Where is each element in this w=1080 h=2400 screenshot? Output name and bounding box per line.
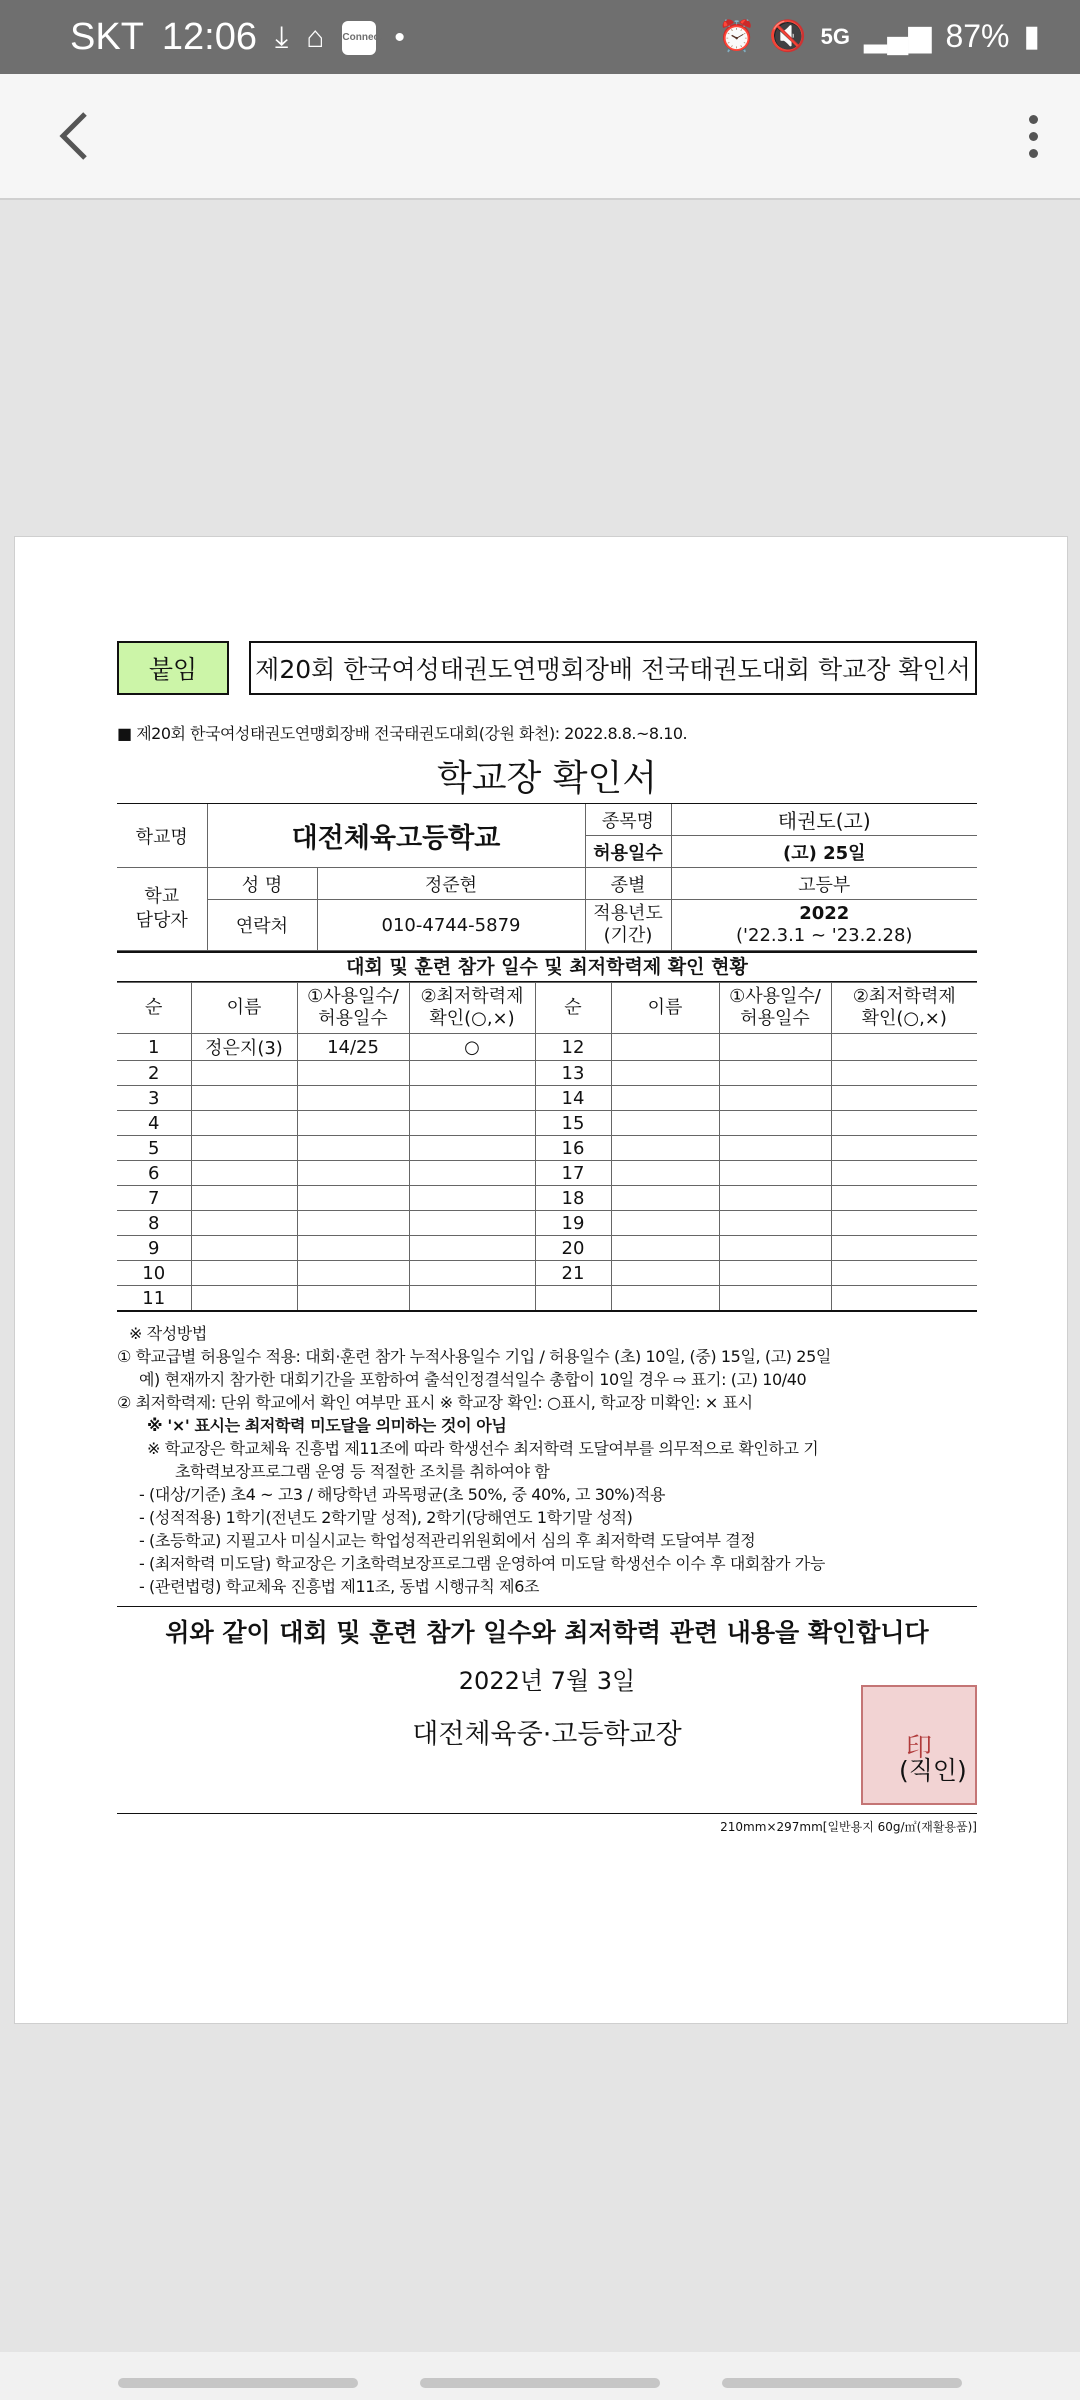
table-row: 1 정은지(3) 14/25 ○ 12 [117, 1034, 977, 1061]
note-line: - (최저학력 미도달) 학교장은 기초학력보장프로그램 운영하여 미도달 학생선수 이수 후 대회참가 가능 [139, 1554, 825, 1573]
document-title: 학교장 확인서 [436, 758, 658, 799]
roster-header-row [117, 983, 977, 1034]
allowed-days-value: (고) 25일 [671, 836, 977, 868]
notification-dot-icon: • [394, 20, 405, 54]
col-check: ②최저학력제 확인(○,×) [409, 983, 535, 1034]
table-row: 11 [117, 1286, 977, 1312]
col-no: 순 [117, 983, 191, 1034]
nav-handle-center[interactable] [420, 2378, 660, 2388]
col-check-2: ②최저학력제 확인(○,×) [831, 983, 977, 1034]
note-line: ※ 학교장은 학교체육 진흥법 제11조에 따라 학생선수 최저학력 도달여부를 의무적으로 확인하고 기 [147, 1439, 819, 1458]
gesture-nav-bar [0, 2352, 1080, 2400]
battery-icon: ▮ [1023, 19, 1040, 53]
table-row: 3 14 [117, 1086, 977, 1111]
table-row: 8 19 [117, 1211, 977, 1236]
year-cell [671, 900, 977, 951]
name-label: 성 명 [207, 868, 317, 900]
roster-title: 대회 및 훈련 참가 일수 및 최저학력제 확인 현황 [117, 951, 977, 982]
manager-label: 학교 담당자 [117, 868, 207, 951]
period-value: ('22.3.1 ~ '23.2.28) [736, 925, 913, 946]
seal-label: (직인) [899, 1756, 967, 1785]
document-content [117, 641, 977, 1834]
battery-label: 87% [945, 18, 1010, 54]
clock: 12:06 [161, 16, 257, 58]
app-bar [0, 74, 1080, 200]
kia-connect-icon: Connect [342, 21, 376, 55]
official-seal [861, 1685, 977, 1805]
year-label: 적용년도 (기간) [585, 900, 671, 951]
seal-stamp-icon: 印 [905, 1732, 932, 1763]
signal-icon: ▂▄▆ [864, 19, 932, 53]
more-options-button[interactable] [1008, 102, 1058, 170]
note-line: ※ 작성방법 [129, 1324, 207, 1343]
event-label: 종목명 [585, 804, 671, 836]
contact-value: 010-4744-5879 [317, 900, 585, 951]
note-line: ※ '×' 표시는 최저학력 미도달을 의미하는 것이 아님 [147, 1416, 507, 1435]
note-line: - (관련법령) 학교체육 진흥법 제11조, 동법 시행규칙 제6조 [139, 1577, 540, 1596]
alarm-icon: ⏰ [717, 19, 756, 53]
year-value: 2022 [799, 903, 850, 924]
table-row: 5 16 [117, 1136, 977, 1161]
table-row: 4 15 [117, 1111, 977, 1136]
col-no-2: 순 [535, 983, 611, 1034]
col-name: 이름 [191, 983, 297, 1034]
confirmation-statement: 위와 같이 대회 및 훈련 참가 일수와 최저학력 관련 내용을 확인합니다 [117, 1606, 977, 1649]
mute-icon: 🔇 [769, 19, 807, 53]
note-line: ① 학교급별 허용일수 적용: 대회·훈련 참가 누적사용일수 기입 / 허용일수 (초) 10일, (중) 15일, (고) 25일 [117, 1347, 831, 1366]
chevron-left-icon [57, 110, 91, 162]
school-info-table [117, 803, 977, 951]
name-value: 정준현 [317, 868, 585, 900]
nav-handle-right[interactable] [722, 2378, 962, 2388]
contact-label: 연락처 [207, 900, 317, 951]
attachment-tag: 붙임 [117, 641, 229, 695]
principal-signature: 대전체육중·고등학교장 [412, 1719, 682, 1750]
event-subtitle: ■ 제20회 한국여성태권도연맹회장배 전국태권도대회(강원 화천): 2022.8.8.~8.10. [117, 724, 688, 743]
col-days-2: ①사용일수/ 허용일수 [719, 983, 831, 1034]
back-button[interactable] [44, 102, 104, 170]
note-line: - (대상/기준) 초4 ~ 고3 / 해당학년 과목평균(초 50%, 중 40%, 고 30%)적용 [139, 1485, 666, 1504]
table-row: 9 20 [117, 1236, 977, 1261]
school-label: 학교명 [117, 804, 207, 868]
download-icon: ⤓ [275, 20, 289, 54]
event-value: 태권도(고) [671, 804, 977, 836]
note-line: ② 최저학력제: 단위 학교에서 확인 여부만 표시 ※ 학교장 확인: ○표시, 학교장 미확인: × 표시 [117, 1393, 753, 1412]
status-bar [0, 0, 1080, 74]
document-date: 2022년 7월 3일 [458, 1667, 636, 1695]
document-header [117, 641, 977, 695]
category-value: 고등부 [671, 868, 977, 900]
col-name-2: 이름 [611, 983, 719, 1034]
category-label: 종별 [585, 868, 671, 900]
carrier-label: SKT [70, 16, 144, 58]
home-icon: ⌂ [306, 20, 325, 54]
note-line: 예) 현재까지 참가한 대회기간을 포함하여 출석인정결석일수 총합이 10일 경우 ⇨ 표기: (고) 10/40 [139, 1370, 807, 1389]
nav-handle-left[interactable] [118, 2378, 358, 2388]
allowed-days-label: 허용일수 [585, 836, 671, 868]
writing-instructions [117, 1322, 977, 1598]
table-row: 10 21 [117, 1261, 977, 1286]
more-vertical-icon [1029, 115, 1038, 124]
network-label: 5G [820, 23, 851, 49]
paper-spec-footer: 210mm×297mm[일반용지 60g/㎡(재활용품)] [117, 1813, 977, 1835]
note-line: 초학력보장프로그램 운영 등 적절한 조치를 취하여야 함 [175, 1462, 550, 1481]
col-days: ①사용일수/ 허용일수 [297, 983, 409, 1034]
roster-table [117, 982, 977, 1312]
school-name: 대전체육고등학교 [207, 804, 585, 868]
table-row: 7 18 [117, 1186, 977, 1211]
header-title: 제20회 한국여성태권도연맹회장배 전국태권도대회 학교장 확인서 [249, 641, 977, 695]
table-row: 2 13 [117, 1061, 977, 1086]
note-line: - (초등학교) 지필고사 미실시교는 학업성적관리위원회에서 심의 후 최저학력 도달여부 결정 [139, 1531, 756, 1550]
table-row: 6 17 [117, 1161, 977, 1186]
document-page [14, 536, 1068, 2024]
note-line: - (성적적용) 1학기(전년도 2학기말 성적), 2학기(당해연도 1학기말 성적) [139, 1508, 633, 1527]
